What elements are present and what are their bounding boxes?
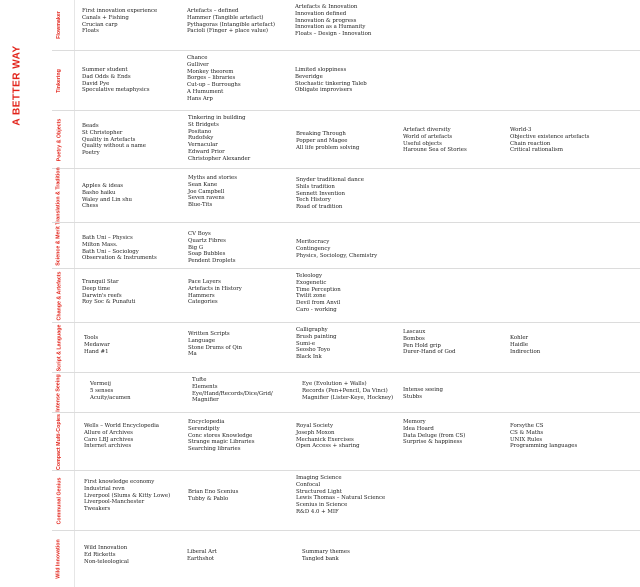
- topic-item: Observation & Instruments: [82, 255, 157, 262]
- topic-row: [52, 110, 640, 169]
- topic-cell: [192, 377, 273, 404]
- topic-item: Confocal: [296, 481, 321, 488]
- topic-item: Acuity/acumen: [90, 394, 131, 401]
- topic-cell: [187, 549, 217, 563]
- page-title: [6, 40, 28, 130]
- topic-item: Summer student: [82, 67, 128, 73]
- topic-item: UNIX Rules: [510, 436, 543, 443]
- topic-item: Darwin's reefs: [82, 292, 122, 299]
- row-label-text: Flowmaker: [56, 11, 63, 39]
- topic-item: Artefact diversity: [403, 127, 451, 133]
- topic-cell: [510, 335, 540, 355]
- topic-cell: [82, 8, 157, 35]
- row-label: [52, 111, 66, 169]
- topic-item: Useful objects: [403, 140, 442, 147]
- topic-item: Royal Society: [296, 423, 334, 429]
- topic-item: Poetry: [82, 150, 100, 157]
- topic-item: Edward Prior: [188, 148, 225, 155]
- topic-item: Snyder traditional dance: [296, 177, 364, 183]
- row-divider: [74, 0, 75, 50]
- row-label: [52, 413, 66, 471]
- topic-item: Artefacts in History: [188, 285, 242, 292]
- row-label-text: Change & Artefacts: [56, 271, 62, 321]
- topic-item: Big G: [188, 244, 204, 251]
- topic-item: Ed Ricketts: [84, 551, 116, 558]
- topic-item: Tangled bank: [302, 555, 339, 562]
- topic-cell: [82, 279, 135, 306]
- topic-cell: [188, 231, 235, 265]
- topic-row: [52, 412, 640, 471]
- topic-item: Structured Light: [296, 488, 342, 495]
- topic-item: Twilit zone: [296, 293, 326, 300]
- topic-item: Stochastic tinkering Taleb: [295, 80, 367, 87]
- topic-item: Innovation & progress: [295, 17, 357, 24]
- topic-item: First knowledge economy: [84, 479, 155, 485]
- row-label-text: Intense Seeing: [56, 374, 63, 412]
- topic-item: Shils tradition: [296, 183, 335, 190]
- topic-item: Lascaux: [403, 329, 426, 335]
- row-label-text: Communal Genius: [56, 477, 63, 525]
- topic-cell: [188, 419, 255, 453]
- topic-item: Pacioli (Finger + place value): [187, 28, 269, 35]
- topic-item: Meritocracy: [296, 239, 330, 245]
- topic-item: Artefacts – defined: [187, 8, 239, 14]
- topic-row: [52, 322, 640, 373]
- topic-item: Bath Uni – Physics: [82, 235, 133, 241]
- topic-item: Haidle: [510, 341, 529, 348]
- topic-item: Sean Kane: [188, 181, 218, 188]
- topic-cell: [302, 549, 350, 563]
- topic-item: Time Perception: [296, 286, 341, 293]
- row-label: [52, 223, 66, 269]
- topic-item: Bath Uni – Sociology: [82, 248, 139, 255]
- topic-item: Quality in Artefacts: [82, 136, 136, 143]
- topic-item: Elements: [192, 383, 218, 390]
- topic-item: R&D 4.0 + MIF: [296, 508, 339, 515]
- topic-item: Language: [188, 337, 216, 344]
- topic-item: Haroune Sea of Stories: [403, 147, 467, 154]
- topic-item: Floats: [82, 28, 99, 35]
- topic-item: Quality without a name: [82, 143, 146, 150]
- topic-item: Teleology: [296, 273, 322, 279]
- topic-item: Open Access + sharing: [296, 443, 360, 450]
- topic-row: [52, 470, 640, 531]
- topic-item: Encyclopedia: [188, 419, 225, 425]
- row-divider: [74, 169, 75, 223]
- topic-item: Vernacular: [188, 142, 218, 149]
- topic-item: Surprise & happiness: [403, 439, 463, 446]
- topic-cell: [510, 423, 577, 450]
- topic-cell: [84, 479, 170, 513]
- topic-item: Allure of Archives: [84, 429, 133, 436]
- topic-item: Seosho Toyo: [296, 347, 331, 354]
- topic-item: Caro - working: [296, 306, 337, 313]
- topic-item: Limited sloppiness: [295, 67, 347, 73]
- topic-item: Stone Drums of Qin: [188, 344, 243, 351]
- topic-item: Beads: [82, 123, 99, 129]
- topic-cell: [188, 331, 242, 358]
- topic-item: Tools: [84, 335, 99, 341]
- topic-item: Records (Pen+Pencil, Da Vinci): [302, 387, 388, 394]
- row-label-text: Translation & Tradition: [56, 167, 63, 225]
- row-label-text: Compact Multi-Copies: [56, 414, 63, 470]
- topic-item: Myths and stories: [188, 175, 237, 181]
- row-label: [52, 323, 66, 373]
- topic-item: Wild Innovation: [84, 545, 128, 551]
- topic-item: Internet archives: [84, 443, 132, 450]
- topic-row: [52, 0, 640, 50]
- topic-cell: [296, 131, 359, 151]
- topic-item: Lewis Thomas – Natural Science: [296, 495, 386, 502]
- topic-item: Pendent Droplets: [188, 258, 236, 265]
- topic-cell: [84, 335, 110, 355]
- topic-row: [52, 268, 640, 323]
- topic-item: Hammers: [188, 292, 215, 299]
- row-label-text: Script & Language: [56, 324, 63, 372]
- topic-item: Beveridge: [295, 73, 323, 80]
- topic-item: Programming languages: [510, 443, 578, 450]
- row-label: [52, 373, 66, 413]
- topic-item: Vermeij: [90, 381, 111, 387]
- topic-cell: [90, 381, 131, 401]
- topic-item: St Bridgets: [188, 121, 219, 128]
- topic-item: Pythagoras (Intangible artefact): [187, 21, 275, 28]
- row-label-text: Wild Innovation: [56, 539, 63, 579]
- topic-item: Innovation as a Humanity: [295, 24, 366, 31]
- topic-item: Scenius in Science: [296, 502, 348, 509]
- topic-item: Road of tradition: [296, 204, 343, 211]
- topic-cell: [295, 4, 371, 38]
- topic-item: A Humument: [187, 88, 224, 95]
- topic-item: Searching libraries: [188, 446, 241, 453]
- topic-item: Tweakers: [84, 506, 111, 513]
- topic-item: Physics, Sociology, Chemistry: [296, 252, 378, 259]
- topic-item: Objective existence artefacts: [510, 133, 590, 140]
- topic-item: Categories: [188, 299, 218, 306]
- topic-item: Rudofsky: [188, 135, 214, 142]
- topic-item: Soap Bubbles: [188, 251, 226, 258]
- topic-item: Strange magic Libraries: [188, 439, 255, 446]
- topic-item: Popper and Magee: [296, 137, 348, 144]
- topic-item: Industrial revn: [84, 485, 125, 492]
- topic-item: Tech History: [296, 197, 331, 204]
- topic-item: Magnifier: [192, 397, 219, 404]
- topic-item: Deep time: [82, 285, 111, 292]
- topic-cell: [84, 545, 129, 565]
- topic-item: Canals + Fishing: [82, 14, 129, 21]
- topic-cell: [403, 387, 443, 401]
- topic-item: Pace Layers: [188, 279, 221, 285]
- topic-item: Critical rationalism: [510, 147, 563, 154]
- row-label: [52, 51, 66, 111]
- topic-item: Devil from Anvil: [296, 300, 341, 307]
- topic-cell: [403, 127, 467, 154]
- topic-item: Liverpool-Manchester: [84, 499, 145, 506]
- topic-item: Pen Hold grip: [403, 342, 441, 349]
- topic-item: Hans Arp: [187, 95, 213, 102]
- topic-cell: [296, 423, 360, 450]
- topic-cell: [302, 381, 393, 401]
- topic-item: Medawar: [84, 341, 110, 348]
- topic-item: World-3: [510, 127, 532, 133]
- topic-item: Borges – libraries: [187, 75, 236, 82]
- topic-item: Exogenetic: [296, 279, 327, 286]
- row-label: [52, 531, 66, 587]
- topic-item: Calligraphy: [296, 327, 328, 333]
- topic-item: Wells – World Encyclopedia: [84, 423, 160, 429]
- topic-item: Liberal Art: [187, 549, 217, 555]
- row-divider: [74, 223, 75, 269]
- page-title-text: A BETTER WAY: [11, 44, 23, 126]
- row-label: [52, 169, 66, 223]
- topic-row: [52, 530, 640, 587]
- row-label: [52, 269, 66, 323]
- topic-item: Eye (Evolution + Walls): [302, 381, 367, 387]
- topic-item: Blue-Tits: [188, 202, 213, 209]
- topic-row: [52, 222, 640, 269]
- topic-item: 5 senses: [90, 387, 114, 394]
- topic-item: Chain reaction: [510, 140, 551, 147]
- topic-cell: [296, 475, 385, 516]
- row-label-text: Poetry & Objects: [56, 118, 62, 162]
- topic-item: Earthshot: [187, 555, 215, 562]
- topic-cell: [188, 279, 242, 306]
- topic-item: Caro LBJ archives: [84, 436, 134, 443]
- topic-item: Brush painting: [296, 333, 337, 340]
- row-divider: [74, 471, 75, 531]
- topic-item: All life problem solving: [296, 144, 360, 151]
- topic-item: Black Ink: [296, 354, 322, 361]
- topic-cell: [296, 273, 341, 314]
- topic-item: Speculative metaphysics: [82, 87, 150, 94]
- topic-item: Joseph Moxon: [296, 429, 335, 436]
- topic-cell: [82, 235, 157, 262]
- topic-item: Tranquil Star: [82, 279, 119, 285]
- row-label-text: Tinkering: [56, 69, 62, 93]
- row-label-text: Science & Merit: [56, 226, 63, 266]
- row-divider: [74, 373, 75, 413]
- topic-item: Mechanick Exercises: [296, 436, 354, 443]
- topic-item: Liverpool (Slums & Kitty Lowe): [84, 492, 171, 499]
- topic-item: Crucian carp: [82, 21, 118, 28]
- topic-item: First innovation experience: [82, 8, 158, 14]
- topic-item: Ma: [188, 351, 197, 358]
- topic-item: Breaking Through: [296, 131, 346, 137]
- topic-item: Chance: [187, 55, 208, 61]
- row-divider: [74, 269, 75, 323]
- topic-item: Forsythe CS: [510, 423, 544, 429]
- topic-cell: [296, 177, 364, 211]
- topic-item: Written Scripts: [188, 331, 230, 337]
- topic-item: Imaging Science: [296, 475, 342, 481]
- topic-item: Tufte: [192, 377, 207, 383]
- topic-item: Magnifier (Lister-Keye, Hockney): [302, 394, 394, 401]
- topic-item: CV Boys: [188, 231, 211, 237]
- row-divider: [74, 413, 75, 471]
- topic-row: [52, 50, 640, 111]
- topic-item: Innovation defined: [295, 10, 347, 17]
- topic-cell: [187, 55, 241, 103]
- topic-cell: [296, 327, 337, 361]
- topic-cell: [84, 423, 159, 450]
- topic-item: Contingency: [296, 245, 331, 252]
- topic-item: Waley and Lin shu: [82, 196, 133, 203]
- topic-item: Brian Eno Scenius: [188, 489, 239, 495]
- row-divider: [74, 531, 75, 587]
- topic-cell: [82, 123, 146, 157]
- topic-row: [52, 372, 640, 413]
- topic-item: Idea Hoard: [403, 425, 434, 432]
- topic-cell: [296, 239, 377, 259]
- topic-item: Gulliver: [187, 61, 209, 68]
- topic-item: David Pye: [82, 80, 110, 87]
- topic-item: Milton Mass.: [82, 241, 118, 248]
- topic-item: Seven ravens: [188, 195, 225, 202]
- row-label: [52, 0, 66, 50]
- topic-item: Bombos: [403, 335, 425, 342]
- topic-cell: [295, 67, 367, 94]
- topic-item: Roy Soc & Punafuti: [82, 299, 136, 306]
- topic-cell: [403, 419, 465, 446]
- topic-item: Christopher Alexander: [188, 155, 251, 162]
- topic-item: Data Deluge (from CS): [403, 432, 466, 439]
- topic-item: Chess: [82, 203, 99, 210]
- topic-item: Conc stores Knowledge: [188, 432, 253, 439]
- topic-item: Monkey theorem: [187, 68, 234, 75]
- topic-item: Dad Odds & Ends: [82, 73, 131, 80]
- topic-item: Durer-Hand of God: [403, 349, 456, 356]
- topic-item: Obligate improvisers: [295, 87, 353, 94]
- topic-item: Tubby & Pablo: [188, 495, 229, 502]
- topic-cell: [403, 329, 455, 356]
- topic-item: Stubbs: [403, 393, 422, 400]
- topic-item: Indirection: [510, 348, 541, 355]
- topic-item: Summary themes: [302, 549, 350, 555]
- topic-item: Cut-up – Burroughs: [187, 82, 241, 89]
- topic-item: Joe Campbell: [188, 188, 225, 195]
- topic-item: Hand #1: [84, 348, 109, 355]
- topic-item: CS & Maths: [510, 429, 544, 436]
- topic-item: Kohler: [510, 335, 529, 341]
- topic-cell: [82, 183, 132, 210]
- topic-row: [52, 168, 640, 223]
- row-label: [52, 471, 66, 531]
- row-divider: [74, 111, 75, 169]
- topic-cell: [82, 67, 150, 94]
- topic-item: Apples & ideas: [82, 183, 124, 189]
- row-divider: [74, 51, 75, 111]
- topic-item: Basho haiku: [82, 189, 116, 196]
- topic-item: Floats – Design - Innovation: [295, 31, 372, 38]
- topic-item: Intense seeing: [403, 387, 443, 393]
- topic-item: Quartz Fibres: [188, 237, 226, 244]
- topic-item: St Christopher: [82, 129, 123, 136]
- topic-cell: [188, 115, 250, 163]
- topic-cell: [188, 489, 238, 503]
- topic-cell: [187, 8, 275, 35]
- topic-item: World of artefacts: [403, 133, 453, 140]
- topic-item: Sennett Invention: [296, 190, 345, 197]
- topic-item: Eye/Hand/Records/Dice/Grid/: [192, 390, 273, 397]
- topic-item: Tinkering in building: [188, 115, 246, 121]
- topic-item: Memory: [403, 419, 426, 425]
- topic-item: Serendipity: [188, 425, 220, 432]
- topic-cell: [510, 127, 589, 154]
- topic-item: Sumi-e: [296, 340, 316, 347]
- topic-cell: [188, 175, 237, 209]
- topic-item: Positano: [188, 128, 212, 135]
- topic-item: Artefacts & Innovation: [295, 4, 358, 10]
- topic-item: Hammer (Tangible artefact): [187, 14, 264, 21]
- topic-item: Non-teleological: [84, 558, 129, 565]
- row-divider: [74, 323, 75, 373]
